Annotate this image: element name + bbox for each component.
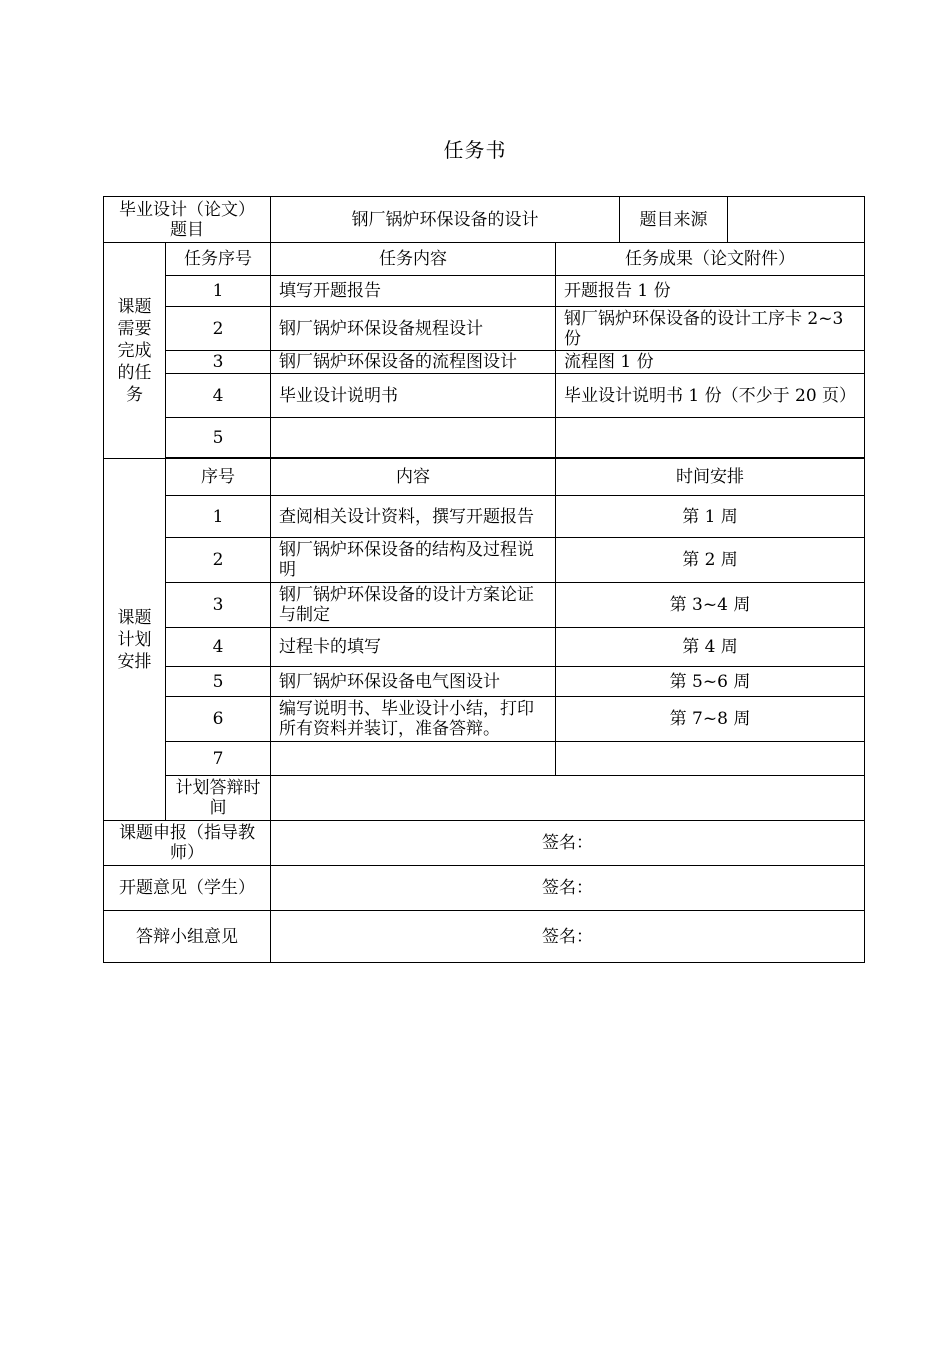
task-form-table xyxy=(103,196,865,963)
table-row xyxy=(104,351,865,374)
tasks-section-label: 课题 需要 完成 的任 务 xyxy=(104,243,166,459)
source-value[interactable] xyxy=(728,197,865,243)
task-result[interactable]: 毕业设计说明书 1 份（不少于 20 页） xyxy=(556,374,865,418)
plan-time-header: 时间安排 xyxy=(556,459,865,496)
task-content[interactable]: 钢厂锅炉环保设备规程设计 xyxy=(271,307,556,351)
task-result-header: 任务成果（论文附件） xyxy=(556,243,865,276)
opinion-label: 课题申报（指导教师） xyxy=(104,821,271,866)
plan-time[interactable]: 第 7~8 周 xyxy=(556,697,865,742)
table-row xyxy=(104,583,865,628)
table-row xyxy=(104,276,865,307)
task-no: 2 xyxy=(166,307,271,351)
table-row xyxy=(104,667,865,697)
plan-content[interactable]: 查阅相关设计资料，撰写开题报告 xyxy=(271,496,556,538)
defense-time-label: 计划答辩时间 xyxy=(166,776,271,821)
plan-no: 1 xyxy=(166,496,271,538)
table-row xyxy=(104,418,865,458)
plan-time[interactable] xyxy=(556,742,865,776)
table-row xyxy=(104,742,865,776)
plan-content[interactable]: 钢厂锅炉环保设备的设计方案论证与制定 xyxy=(271,583,556,628)
opinion-label: 答辩小组意见 xyxy=(104,911,271,963)
source-label: 题目来源 xyxy=(620,197,728,243)
opinion-row xyxy=(104,866,865,911)
task-result[interactable] xyxy=(556,418,865,458)
defense-time-row xyxy=(104,776,865,821)
plan-time[interactable]: 第 4 周 xyxy=(556,628,865,667)
table-row xyxy=(104,628,865,667)
plan-time[interactable]: 第 3~4 周 xyxy=(556,583,865,628)
opinion-row xyxy=(104,821,865,866)
task-no-header: 任务序号 xyxy=(166,243,271,276)
task-content[interactable]: 钢厂锅炉环保设备的流程图设计 xyxy=(271,351,556,374)
plan-no: 4 xyxy=(166,628,271,667)
task-result[interactable]: 流程图 1 份 xyxy=(556,351,865,374)
task-no: 5 xyxy=(166,418,271,458)
plan-content[interactable]: 钢厂锅炉环保设备的结构及过程说明 xyxy=(271,538,556,583)
task-content-header: 任务内容 xyxy=(271,243,556,276)
task-no: 1 xyxy=(166,276,271,307)
plan-no: 2 xyxy=(166,538,271,583)
table-row xyxy=(104,307,865,351)
table-row xyxy=(104,697,865,742)
task-content[interactable]: 填写开题报告 xyxy=(271,276,556,307)
plan-time[interactable]: 第 2 周 xyxy=(556,538,865,583)
defense-time-value[interactable] xyxy=(271,776,865,821)
signature-field[interactable]: 签名： xyxy=(271,821,865,866)
task-content[interactable] xyxy=(271,418,556,458)
opinion-label: 开题意见（学生） xyxy=(104,866,271,911)
plan-section-label: 课题 计划 安排 xyxy=(104,459,166,821)
table-row xyxy=(104,538,865,583)
plan-no: 6 xyxy=(166,697,271,742)
topic-label: 毕业设计（论文）题目 xyxy=(104,197,271,243)
plan-content[interactable]: 过程卡的填写 xyxy=(271,628,556,667)
plan-time[interactable]: 第 5~6 周 xyxy=(556,667,865,697)
signature-field[interactable]: 签名： xyxy=(271,911,865,963)
plan-content[interactable] xyxy=(271,742,556,776)
plan-no: 3 xyxy=(166,583,271,628)
plan-no-header: 序号 xyxy=(166,459,271,496)
document-title: 任务书 xyxy=(443,138,507,162)
table-row xyxy=(104,496,865,538)
plan-content[interactable]: 编写说明书、毕业设计小结，打印所有资料并装订，准备答辩。 xyxy=(271,697,556,742)
table-row xyxy=(104,374,865,418)
plan-no: 5 xyxy=(166,667,271,697)
opinion-row xyxy=(104,911,865,963)
plan-no: 7 xyxy=(166,742,271,776)
plan-content[interactable]: 钢厂锅炉环保设备电气图设计 xyxy=(271,667,556,697)
task-header-row xyxy=(104,243,865,276)
plan-content-header: 内容 xyxy=(271,459,556,496)
topic-row xyxy=(104,197,865,243)
task-result[interactable]: 钢厂锅炉环保设备的设计工序卡 2~3 份 xyxy=(556,307,865,351)
signature-field[interactable]: 签名： xyxy=(271,866,865,911)
task-content[interactable]: 毕业设计说明书 xyxy=(271,374,556,418)
task-result[interactable]: 开题报告 1 份 xyxy=(556,276,865,307)
topic-value[interactable]: 钢厂锅炉环保设备的设计 xyxy=(271,197,620,243)
plan-time[interactable]: 第 1 周 xyxy=(556,496,865,538)
task-no: 4 xyxy=(166,374,271,418)
task-no: 3 xyxy=(166,351,271,374)
plan-header-row xyxy=(104,459,865,496)
